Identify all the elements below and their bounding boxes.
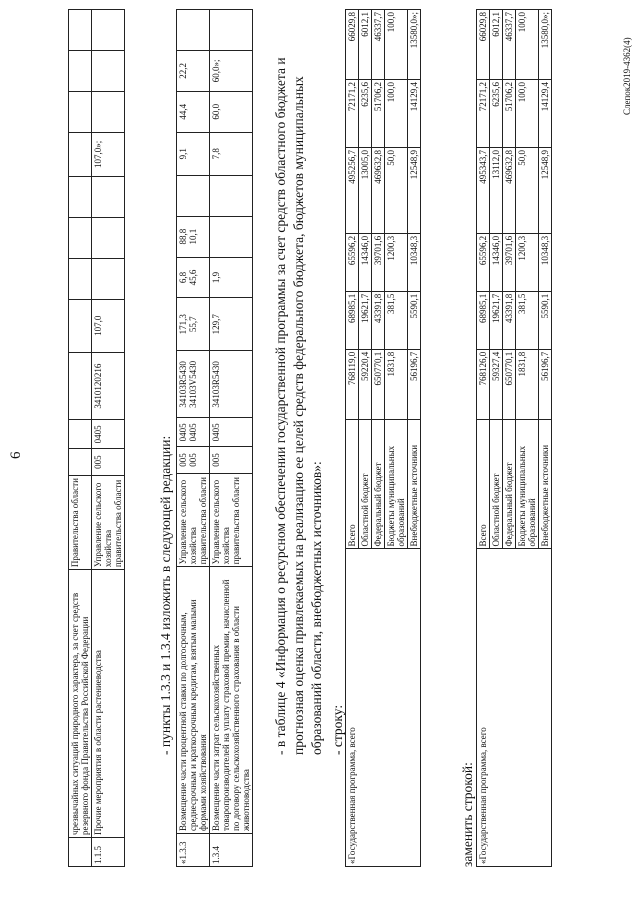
value-c2: 43391,8	[503, 291, 516, 349]
source-label: Внебюджетные источники	[408, 419, 421, 549]
row-v2: 107,0»;	[92, 133, 125, 176]
item-csr: 34103R5430	[210, 351, 253, 418]
item-exec: Управление сельского хозяйства правительства области	[210, 473, 253, 567]
value-c1: 768119,0	[346, 349, 359, 419]
value-c6: 100,0	[516, 10, 539, 80]
value-c4: 13005,0	[359, 147, 372, 233]
value-c5: 6235,6	[490, 80, 503, 148]
item-v8	[177, 10, 210, 51]
value-c1: 1831,8	[385, 349, 408, 419]
item-v3: 88,8 10,1	[177, 216, 210, 257]
value-c1: 650770,1	[372, 349, 385, 419]
item-v7: 60,0»;	[210, 50, 253, 91]
value-c2: 19621,7	[490, 291, 503, 349]
value-c6: 13580,0»;	[408, 10, 421, 80]
value-c5: 51706,2	[372, 80, 385, 148]
top-table	[68, 9, 125, 867]
resource-row	[477, 10, 490, 867]
value-c4: 495256,7	[346, 147, 359, 233]
value-c3: 65596,2	[477, 233, 490, 291]
item-v1: 171,3 55,7	[177, 298, 210, 351]
value-c6: 66029,8	[346, 10, 359, 80]
value-c2: 19621,7	[359, 291, 372, 349]
value-c3: 1200,3	[385, 233, 408, 291]
resource-row	[346, 10, 359, 867]
row-exec: Управление сельского хозяйства правительства области	[92, 475, 125, 569]
item-v7: 22,2	[177, 50, 210, 91]
value-c3: 10348,3	[408, 233, 421, 291]
item-v1: 129,7	[210, 298, 253, 351]
value-c1: 56196,7	[539, 349, 552, 419]
value-c1: 768126,0	[477, 349, 490, 419]
value-c3: 10348,3	[539, 233, 552, 291]
item-v4	[210, 175, 253, 216]
value-c2: 68985,1	[346, 291, 359, 349]
replace-heading: заменить строкой:	[460, 762, 475, 867]
value-c6: 46337,7	[503, 10, 516, 80]
source-label: Всего	[477, 419, 490, 549]
item-v2: 1,9	[210, 257, 253, 298]
item-rzpr: 0405	[210, 418, 253, 447]
row-name: Прочие мероприятия в области растениеводства	[92, 570, 125, 838]
new-resource-table	[476, 9, 552, 867]
value-c6: 100,0	[385, 10, 408, 80]
page-number: 6	[8, 451, 24, 459]
program-name: «Государственная программа, всего	[477, 549, 552, 867]
value-c3: 39701,6	[503, 233, 516, 291]
section-1-heading: - пункты 1.3.3 и 1.3.4 изложить в следующей редакции:	[158, 435, 173, 755]
value-c5: 51706,2	[503, 80, 516, 148]
value-c2: 43391,8	[372, 291, 385, 349]
source-label: Областной бюджет	[359, 419, 372, 549]
old-resource-table	[345, 9, 421, 867]
source-label: Областной бюджет	[490, 419, 503, 549]
row-rzpr: 0405	[92, 420, 125, 449]
source-label: Бюджеты муниципальных образований	[385, 419, 408, 549]
value-c2: 381,5	[385, 291, 408, 349]
value-c2: 381,5	[516, 291, 539, 349]
value-c2: 5590,1	[408, 291, 421, 349]
value-c2: 68985,1	[477, 291, 490, 349]
source-label: Федеральный бюджет	[503, 419, 516, 549]
section-2-text: - в таблице 4 «Информация о ресурсном обеспечении государственной программы за счет средств областного бюджета и прогнозная оценка привлекаемых на реализацию ее целей средств федерального бюджета, бюджетов муниципальных образований области, внебюджетных источников»:	[273, 57, 324, 755]
item-exec: Управление сельского хозяйства правительства области	[177, 473, 210, 567]
source-label: Бюджеты муниципальных образований	[516, 419, 539, 549]
item-name: Возмещение части процентной ставки по долгосрочным, среднесрочным и краткосрочным кредитам, взятым малыми формами хозяйствования	[177, 567, 210, 834]
document-reference: Слепок2019-4362(4)	[622, 37, 632, 115]
value-c4: 469632,8	[372, 147, 385, 233]
value-c5: 14129,4	[408, 80, 421, 148]
value-c3: 14346,0	[359, 233, 372, 291]
value-c5: 6235,6	[359, 80, 372, 148]
item-v6: 60,0	[210, 91, 253, 132]
value-c4: 50,0	[516, 147, 539, 233]
value-c1: 59220,4	[359, 349, 372, 419]
value-c1: 1831,8	[516, 349, 539, 419]
item-v8	[210, 10, 253, 51]
item-v6: 44,4	[177, 91, 210, 132]
value-c3: 65596,2	[346, 233, 359, 291]
program-name: «Государственная программа, всего	[346, 549, 421, 867]
row-grbs: 005	[92, 449, 125, 476]
value-c3: 1200,3	[516, 233, 539, 291]
item-v3	[210, 216, 253, 257]
value-c5: 14129,4	[539, 80, 552, 148]
source-label: Всего	[346, 419, 359, 549]
value-c4: 13112,0	[490, 147, 503, 233]
value-c4: 12548,9	[539, 147, 552, 233]
item-v2: 6,8 45,6	[177, 257, 210, 298]
value-c6: 6012,1	[490, 10, 503, 80]
item-row	[210, 10, 253, 867]
value-c4: 469632,8	[503, 147, 516, 233]
value-c3: 39701,6	[372, 233, 385, 291]
value-c1: 56196,7	[408, 349, 421, 419]
source-label: Внебюджетные источники	[539, 419, 552, 549]
value-c5: 72171,2	[477, 80, 490, 148]
value-c5: 100,0	[385, 80, 408, 148]
row-v1: 107,0	[92, 299, 125, 352]
item-v5: 9,1	[177, 132, 210, 175]
value-c6: 66029,8	[477, 10, 490, 80]
item-v5: 7,8	[210, 132, 253, 175]
value-c1: 59327,4	[490, 349, 503, 419]
items-table	[176, 9, 253, 867]
value-c4: 50,0	[385, 147, 408, 233]
item-row	[177, 10, 210, 867]
section-2-sub: - строку:	[330, 704, 345, 755]
item-name: Возмещение части затрат сельскохозяйственных товаропроизводителей на уплату страховой премии, начисленной по договору сельскохозяйственного страхования в области животноводства	[210, 567, 253, 834]
value-c4: 12548,9	[408, 147, 421, 233]
row-num: 1.1.5	[92, 838, 125, 867]
item-v4	[177, 175, 210, 216]
value-c6: 46337,7	[372, 10, 385, 80]
value-c6: 6012,1	[359, 10, 372, 80]
value-c5: 100,0	[516, 80, 539, 148]
item-num: «1.3.3	[177, 833, 210, 866]
item-grbs: 005	[210, 447, 253, 473]
value-c4: 495343,7	[477, 147, 490, 233]
value-c5: 72171,2	[346, 80, 359, 148]
value-c3: 14346,0	[490, 233, 503, 291]
item-csr: 34103R5430 34103V5430	[177, 351, 210, 418]
item-rzpr: 0405 0405	[177, 418, 210, 447]
value-c2: 5590,1	[539, 291, 552, 349]
item-grbs: 005 005	[177, 447, 210, 473]
value-c6: 13580,0»;	[539, 10, 552, 80]
cont-exec: Правительства области	[69, 475, 92, 569]
item-num: 1.3.4	[210, 833, 253, 866]
cont-text: чрезвычайных ситуаций природного характера, за счет средств резервного фонда Правительства Российской Федерации	[69, 570, 92, 838]
source-label: Федеральный бюджет	[372, 419, 385, 549]
row-csr: 3410120216	[92, 352, 125, 420]
value-c1: 650770,1	[503, 349, 516, 419]
